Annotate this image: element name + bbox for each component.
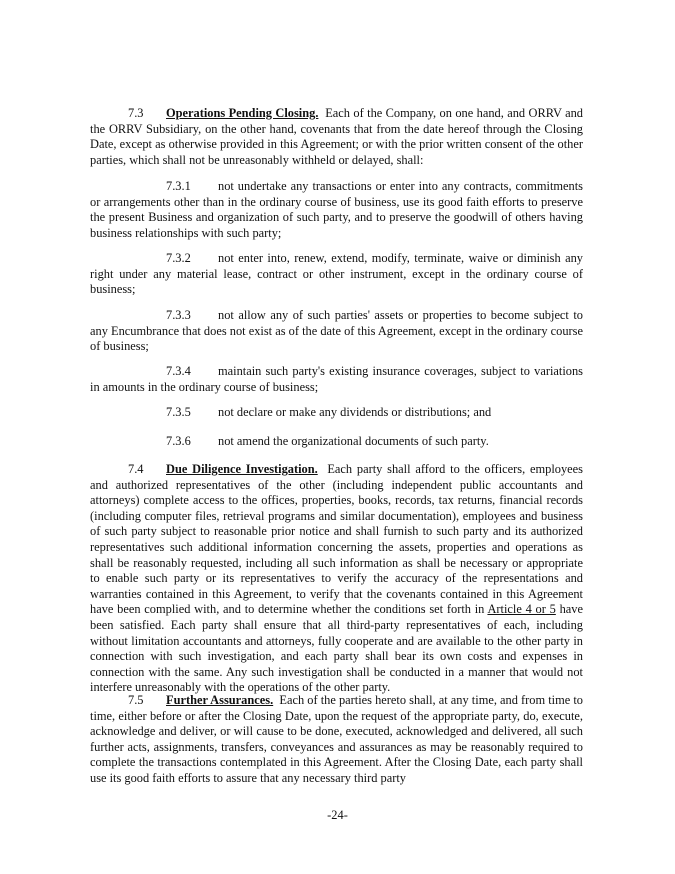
section-7-4 bbox=[90, 462, 583, 696]
section-7-5-text: Each of the parties hereto shall, at any time, and from time to time, either before or after the Closing Date, upon the request of the appropriate party, do, execute, acknowledge and deliver, or will cause to be done, executed, acknowledged and delivered, all such further acts, assignments, transfers, conveyances and assurances as may be reasonably required to complete the transactions contemplated in this Agreement. After the Closing Date, each party shall use its good faith efforts to assure that any necessary third party bbox=[90, 693, 583, 785]
item-7-3-1-text: not undertake any transactions or enter into any contracts, commitments or arrangements other than in the ordinary course of business, use its good faith efforts to preserve the present Business and organization of such party, and to preserve the goodwill of others having business relationships with such party; bbox=[90, 179, 583, 240]
item-7-3-5-text: not declare or make any dividends or distributions; and bbox=[218, 405, 492, 419]
item-7-3-2-number: 7.3.2 bbox=[166, 251, 191, 265]
item-7-3-6-number: 7.3.6 bbox=[166, 434, 191, 448]
section-7-4-heading: Due Diligence Investigation. bbox=[166, 462, 318, 476]
item-7-3-2-text: not enter into, renew, extend, modify, terminate, waive or diminish any right under any material lease, contract or other instrument, except in the ordinary course of business; bbox=[90, 251, 583, 297]
item-7-3-3 bbox=[90, 308, 583, 355]
section-7-5-number: 7.5 bbox=[128, 693, 144, 707]
section-7-4-text-after: have been satisfied. Each party shall ensure that all third-party representatives of each, including without limitation accountants and attorneys, fully cooperate and are available to the other party in connection with such investigation, and each party shall bear its own costs and expenses in connection with the same. Any such investigation shall be conducted in a manner that would not interfere unreasonably with the operations of the other party. bbox=[90, 602, 583, 695]
item-7-3-5 bbox=[90, 405, 583, 421]
section-7-4-number: 7.4 bbox=[128, 462, 144, 476]
item-7-3-6 bbox=[90, 434, 583, 450]
section-7-5-heading: Further Assurances. bbox=[166, 693, 274, 707]
section-7-3-heading: Operations Pending Closing. bbox=[166, 106, 319, 120]
section-7-5 bbox=[90, 693, 583, 787]
page-number: -24- bbox=[327, 808, 348, 822]
item-7-3-1-number: 7.3.1 bbox=[166, 179, 191, 193]
section-7-3-number: 7.3 bbox=[128, 106, 144, 120]
section-7-3-text: Each of the Company, on one hand, and ORRV and the ORRV Subsidiary, on the other hand, covenants that from the date hereof through the Closing Date, except as otherwise provided in this Agreement; or with the prior written consent of the other parties, which shall not be unreasonably withheld or delayed, shall: bbox=[90, 106, 584, 167]
item-7-3-4-text: maintain such party's existing insurance coverages, subject to variations in amounts in the ordinary course of business; bbox=[90, 364, 583, 394]
item-7-3-6-text: not amend the organizational documents of such party. bbox=[218, 434, 489, 448]
item-7-3-4-number: 7.3.4 bbox=[166, 364, 191, 378]
item-7-3-5-number: 7.3.5 bbox=[166, 405, 191, 419]
item-7-3-2 bbox=[90, 251, 583, 298]
item-7-3-1 bbox=[90, 179, 583, 241]
section-7-3 bbox=[90, 106, 583, 168]
item-7-3-3-text: not allow any of such parties' assets or properties to become subject to any Encumbrance that does not exist as of the date of this Agreement, except in the ordinary course of business; bbox=[90, 308, 583, 354]
article-reference-link[interactable]: Article 4 or 5 bbox=[487, 602, 556, 617]
item-7-3-3-number: 7.3.3 bbox=[166, 308, 191, 322]
section-7-4-text-before: Each party shall afford to the officers, employees and authorized representatives of the other (including independent public accountants and attorneys) complete access to the offices, properties, books, records, tax returns, financial records (including computer files, retrieval programs and similar documentation), employees and business of such party subject to reasonable prior notice and shall furnish to such party and its authorized representatives such additional information concerning the assets, properties and operations as shall be reasonably requested, including all such information as shall be necessary or appropriate to enable such party or its representatives to verify the accuracy of the representations and warranties contained in this Agreement, to verify that the covenants contained in this Agreement have been complied with, and to determine whether the conditions set forth in bbox=[90, 462, 584, 617]
item-7-3-4 bbox=[90, 364, 583, 395]
